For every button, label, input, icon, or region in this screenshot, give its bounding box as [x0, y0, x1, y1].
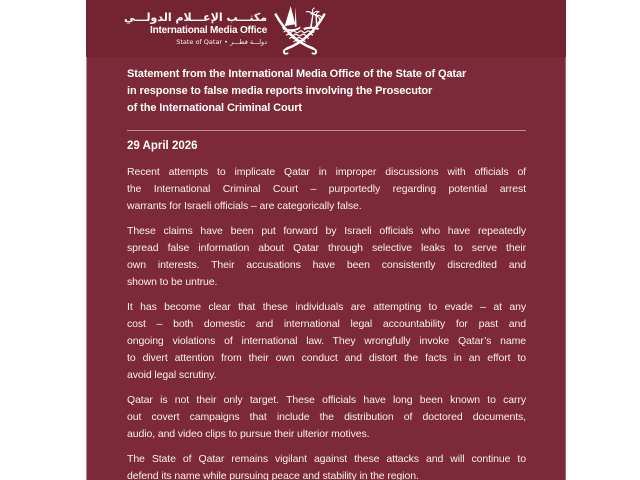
paragraph-line: to divert attention from their own conduct and distort the facts in an effort to: [127, 352, 526, 364]
logo-tagline: State of Qatar • دولـــة قطـــر: [176, 37, 268, 46]
paragraph-line: It has become clear that these individuals are attempting to evade – at any: [127, 301, 526, 313]
statement-paragraph: [127, 223, 526, 291]
paragraph-line: out covert campaigns that include the distribution of doctored documents,: [127, 411, 526, 423]
paragraph-line: cost – both domestic and international legal accountability for past and: [127, 318, 526, 330]
logo-text-block: [124, 12, 267, 46]
statement-title-line: Statement from the International Media Office of the State of Qatar: [127, 68, 467, 80]
statement-paragraph: [127, 392, 526, 443]
paragraph-line: the International Criminal Court – purportedly regarding potential arrest: [127, 183, 526, 195]
document-body: [86, 57, 566, 480]
paragraph-line: Qatar is not their only target. These officials have long been known to carry: [127, 394, 526, 406]
paragraph-line: audio, and video clips to pursue their ulterior motives.: [127, 428, 370, 440]
paragraph-line: avoid legal scrutiny.: [127, 369, 217, 381]
paragraph-line: spread false information about Qatar through selective leaks to serve their: [127, 242, 526, 254]
paragraph-line: own interests. Their accusations have been consistently discredited and: [127, 259, 526, 271]
paragraph-line: ongoing violations of international law. They wrongfully invoke Qatar’s name: [127, 335, 526, 347]
logo-english-name: International Media Office: [150, 24, 268, 36]
paragraph-line: defend its name while pursuing peace and stability in the region.: [127, 470, 419, 480]
paragraph-line: Recent attempts to implicate Qatar in improper discussions with officials of: [127, 166, 526, 178]
paragraph-line: warrants for Israeli officials – are categorically false.: [127, 200, 362, 212]
paragraph-line: shown to be untrue.: [127, 276, 218, 288]
statement-document: [86, 0, 566, 480]
statement-title: [127, 66, 526, 117]
statement-paragraph: [127, 299, 526, 384]
statement-date: 29 April 2026: [127, 140, 198, 152]
title-divider: [127, 130, 526, 131]
statement-paragraph: [127, 164, 526, 215]
statement-paragraphs: [127, 164, 526, 480]
qatar-emblem-icon: [272, 2, 328, 55]
statement-paragraph: [127, 451, 526, 480]
paragraph-line: The State of Qatar remains vigilant against these attacks and will continue to: [127, 453, 526, 465]
document-header: [86, 0, 566, 57]
imo-logo: [124, 2, 328, 55]
paragraph-line: These claims have been put forward by Israeli officials who have repeatedly: [127, 225, 526, 237]
statement-title-line: in response to false media reports involving the Prosecutor: [127, 85, 433, 97]
logo-arabic-name: مكتـــب الإعـــلام الدولـــي: [124, 10, 268, 24]
statement-title-line: of the International Criminal Court: [127, 102, 302, 114]
